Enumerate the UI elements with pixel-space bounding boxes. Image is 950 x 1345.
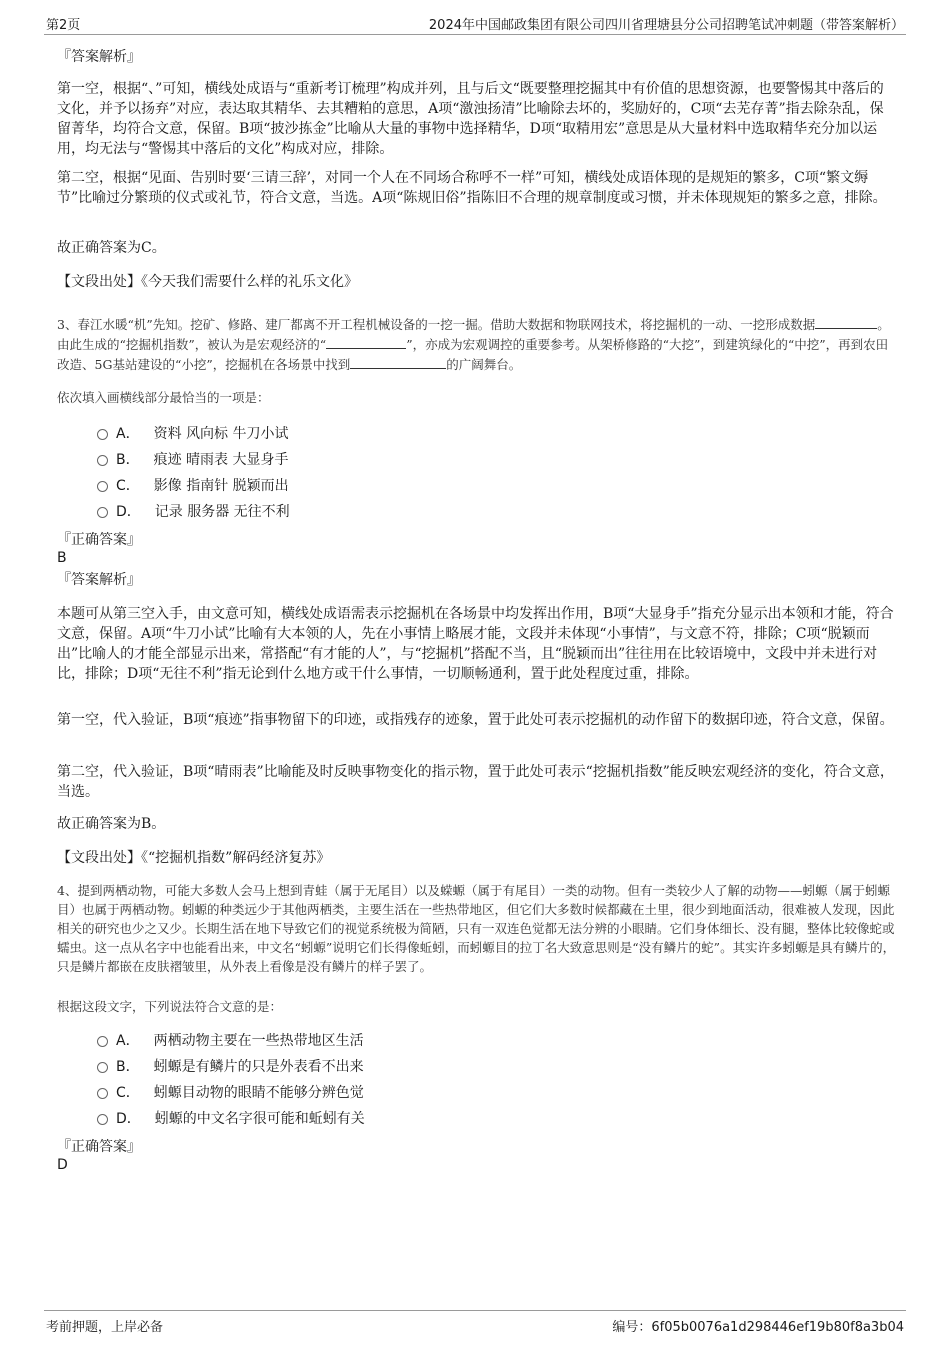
page-header [44, 12, 906, 35]
q4-option-b[interactable]: B． 蚓螈是有鳞片的只是外表看不出来 [97, 1057, 364, 1077]
q3-stem-part3: ”，亦成为宏观调控的重要参考。从架桥修路的“大挖”，到建筑绿化的“中挖”，再到农田改造、5G基站建设的“小挖”，挖掘机在各场景中找到 [57, 337, 889, 372]
q4-option-d[interactable]: D． 蚓螈的中文名字很可能和蚯蚓有关 [97, 1109, 365, 1129]
radio-icon[interactable] [97, 455, 108, 466]
footer-slogan: 考前押题，上岸必备 [46, 1320, 164, 1335]
q2-analysis-label: 『答案解析』 [57, 49, 141, 65]
q3-stem-part1: 3、春江水暖“机”先知。挖矿、修路、建厂都离不开工程机械设备的一挖一掘。借助大数据和物联网技术，将挖掘机的一动、一挖形成数据 [57, 317, 816, 332]
radio-icon[interactable] [97, 1062, 108, 1073]
q3-option-a[interactable]: A． 资料 风向标 牛刀小试 [97, 424, 288, 444]
q3-option-b[interactable]: B． 痕迹 晴雨表 大显身手 [97, 450, 289, 470]
radio-icon[interactable] [97, 429, 108, 440]
radio-icon[interactable] [97, 1036, 108, 1047]
q3-analysis-para2: 第一空，代入验证，B项“痕迹”指事物留下的印迹，或指残存的迹象，置于此处可表示挖掘机的动作留下的数据印迹，符合文意，保留。 [57, 712, 894, 728]
radio-icon[interactable] [97, 1088, 108, 1099]
q4-option-a[interactable]: A． 两栖动物主要在一些热带地区生活 [97, 1031, 364, 1051]
q4-correct-answer: D [57, 1157, 68, 1173]
q3-stem [57, 314, 897, 374]
document-title: 2024年中国邮政集团有限公司四川省理塘县分公司招聘笔试冲刺题（带答案解析） [428, 18, 904, 33]
footer-serial: 编号：6f05b0076a1d298446ef19b80f8a3b04 [612, 1320, 904, 1335]
q3-blank-1 [815, 314, 877, 329]
radio-icon[interactable] [97, 507, 108, 518]
radio-icon[interactable] [97, 481, 108, 492]
q3-analysis-para3: 第二空，代入验证，B项“晴雨表”比喻能及时反映事物变化的指示物，置于此处可表示“挖掘机指数”能反映宏观经济的变化，符合文意，当选。 [57, 764, 894, 800]
q3-blank-3 [350, 354, 446, 369]
q3-conclusion: 故正确答案为B。 [57, 816, 166, 832]
q4-stem: 4、提到两栖动物，可能大多数人会马上想到青蛙（属于无尾目）以及蝾螈（属于有尾目）一类的动物。但有一类较少人了解的动物——蚓螈（属于蚓螈目）也属于两栖动物。蚓螈的种类远少于其他两栖类，主要生活在一些热带地区，但它们大多数时候都藏在土里，很少到地面活动，很难被人发现，因此相关的研究也少之又少。长期生活在地下导致它们的视觉系统极为简陋，只有一双连色觉都无法分辨的小眼睛。它们身体细长、没有腿，整体比较像蛇或蠕虫。这一点从名字中也能看出来，中文名“蚓螈”说明它们长得像蚯蚓，而蚓螈目的拉丁名大致意思则是“没有鳞片的蛇”。其实许多蚓螈是具有鳞片的，只是鳞片都嵌在皮肤褶皱里，从外表上看像是没有鳞片的样子罢了。 [57, 883, 896, 974]
page-footer [44, 1310, 906, 1335]
q2-analysis-para2: 第二空，根据“见面、告别时要‘三请三辞’，对同一个人在不同场合称呼不一样”可知，横线处成语体现的是规矩的繁多，C项“繁文缛节”比喻过分繁琐的仪式或礼节，符合文意，当选。A项“陈规旧俗”指陈旧不合理的规章制度或习惯，并未体现规矩的繁多之意，排除。 [57, 170, 887, 206]
radio-icon[interactable] [97, 1114, 108, 1125]
q3-stem-part4: 的广阔舞台。 [446, 357, 522, 372]
q3-source: 【文段出处】《“挖掘机指数”解码经济复苏》 [57, 850, 331, 866]
q4-prompt: 根据这段文字，下列说法符合文意的是： [57, 999, 283, 1014]
q3-stem-part2: 。由此生成的“挖掘机指数”，被认为是宏观经济的“ [57, 317, 890, 352]
q4-correct-label: 『正确答案』 [57, 1139, 141, 1155]
q3-analysis-para1: 本题可从第三空入手，由文意可知，横线处成语需表示挖掘机在各场景中均发挥出作用，B项“大显身手”指充分显示出本领和才能，符合文意，保留。A项“牛刀小试”比喻有大本领的人，先在小事情上略展才能，文段并未体现“小事情”，与文意不符，排除；C项“脱颖而出”比喻人的才能全部显示出来，常搭配“有才能的人”，与“挖掘机”搭配不当，且“脱颖而出”往往用在比较语境中，文段中并未进行对比，排除；D项“无往不利”指无论到什么地方或干什么事情，一切顺畅通利，置于此处程度过重，排除。 [57, 606, 894, 682]
q3-correct-label: 『正确答案』 [57, 532, 141, 548]
q2-analysis-para1: 第一空，根据“、”可知，横线处成语与“重新考订梳理”构成并列，且与后文“既要整理挖掘其中有价值的思想资源，也要警惕其中落后的文化，并予以扬弃”对应，表达取其精华、去其糟粕的意思，A项“激浊扬清”比喻除去坏的，奖励好的，C项“去芜存菁”指去除杂乱，保留菁华，均符合文意，保留。B项“披沙拣金”比喻从大量的事物中选择精华，D项“取精用宏”意思是从大量材料中选取精华充分加以运用，均无法与“警惕其中落后的文化”构成对应，排除。 [57, 81, 884, 157]
q3-option-c[interactable]: C． 影像 指南针 脱颖而出 [97, 476, 289, 496]
q3-option-d[interactable]: D． 记录 服务器 无往不利 [97, 502, 290, 522]
q3-correct-answer: B [57, 550, 67, 566]
q2-source: 【文段出处】《今天我们需要什么样的礼乐文化》 [57, 274, 358, 290]
page-number: 第2页 [46, 18, 81, 33]
q4-option-c[interactable]: C． 蚓螈目动物的眼睛不能够分辨色觉 [97, 1083, 364, 1103]
q3-blank-2 [326, 334, 406, 349]
q3-analysis-label: 『答案解析』 [57, 572, 141, 588]
q3-prompt: 依次填入画横线部分最恰当的一项是： [57, 390, 270, 405]
q2-conclusion: 故正确答案为C。 [57, 240, 166, 256]
